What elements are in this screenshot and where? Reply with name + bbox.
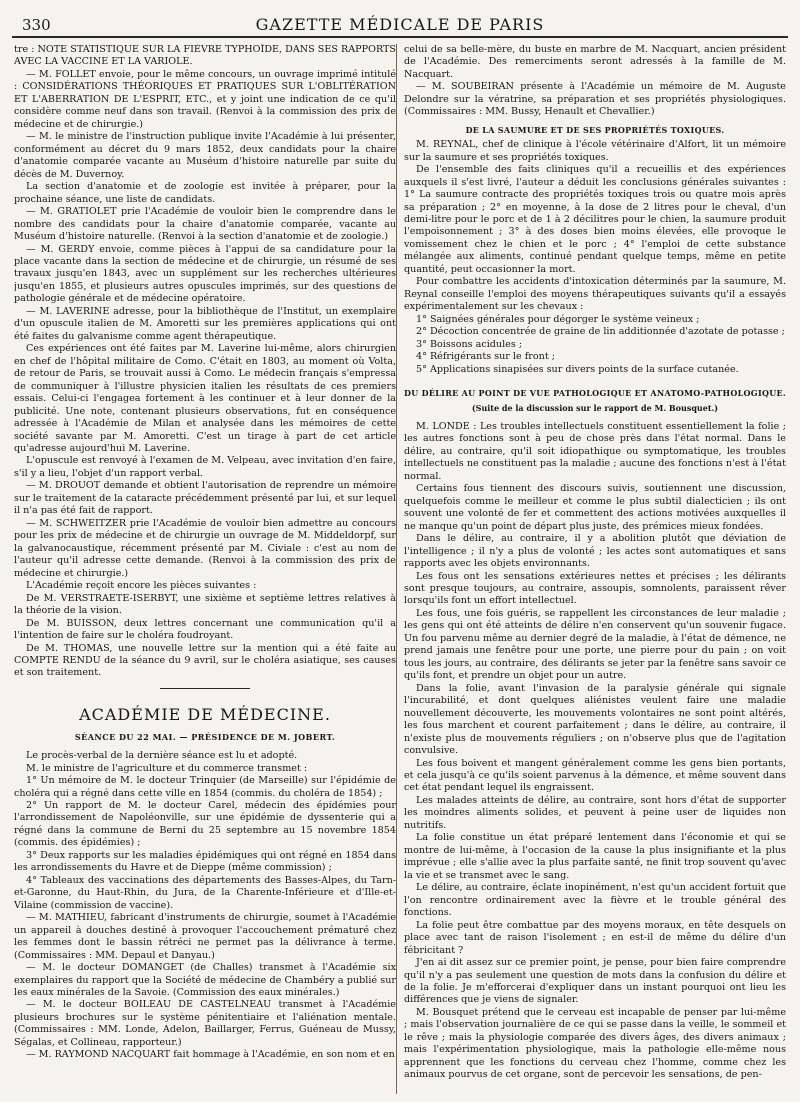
subsection-heading: DU DÉLIRE AU POINT DE VUE PATHOLOGIQUE ET ANATOMO-PATHOLOGIQUE. bbox=[404, 388, 786, 399]
paragraph: J'en ai dit assez sur ce premier point, je pense, pour bien faire comprendre qu'il n'y a pas seulement une question de mots dans la confusion du délire et de la folie. Je m'efforcerai d'expliquer dans un instant pourquoi ont lieu les différences que je viens de signaler. bbox=[404, 957, 786, 1006]
seance-line: SÉANCE DU 22 MAI. — PRÉSIDENCE DE M. JOBERT. bbox=[74, 731, 336, 742]
paragraph: M. le ministre de l'agriculture et du commerce transmet : bbox=[26, 762, 308, 774]
paragraph: L'Académie reçoit encore les pièces suivantes : bbox=[26, 580, 257, 592]
paragraph: La folie constitue un état préparé lentement dans l'économie et qui se montre de lui-même, à l'occasion de la cause la plus insignifiante et la plus imprévue ; elle s'allie avec la plus parfaite santé, ne finit trop souvent qu'avec la vie et se transmet avec le sang. bbox=[404, 832, 786, 881]
paragraph: 1° Un mémoire de M. le docteur Trinquier (de Marseille) sur l'épidémie de choléra qui a régné dans cette ville en 1854 (commis. du choléra de 1854) ; bbox=[14, 775, 396, 799]
paragraph: De l'ensemble des faits cliniques qu'il a recueillis et des expériences auxquels il s'est livré, l'auteur a déduit les conclusions générales suivantes : 1° La saumure contracte des propriétés toxiques trois ou quatre mois après sa préparation ; 2° en moyenne, à la dose de 2 litres pour le cheval, d'un demi-litre pour le porc et de 1 à 2 décilitres pour le chien, la saumure produit l'empoisonnement ; 3° à des doses bien moins élevées, elle provoque le vomissement chez le chien et le porc ; 4° l'emploi de cette substance mélangée aux aliments, continué pendant quelque temps, même en petite quantité, peut occasionner la mort. bbox=[404, 164, 786, 275]
list-item: 5° Applications sinapisées sur divers points de la surface cutanée. bbox=[416, 363, 739, 375]
paragraph: — M. SOUBEIRAN présente à l'Académie un mémoire de M. Auguste Delondre sur la vératrine, sa préparation et ses propriétés physiologiques. (Commissaires : MM. Bussy, Henault et Chevallier.) bbox=[404, 81, 786, 118]
paragraph: — M. le docteur BOILEAU DE CASTELNEAU transmet à l'Académie plusieurs brochures sur le système pénitentiaire et l'aliénation mentale. (Commissaires : MM. Londe, Adelon, Baillarger, Ferrus, Guéneau de Mussy, Ségalas, et Collineau, rapporteur.) bbox=[14, 999, 396, 1048]
paragraph: — M. MATHIEU, fabricant d'instruments de chirurgie, soumet à l'Académie un appareil à douches destiné à provoquer l'accouchement prématuré chez les femmes dont le bassin rétréci ne permet pas la délivrance à terme. (Commissaires : MM. Depaul et Danyau.) bbox=[14, 912, 396, 961]
paragraph: L'opuscule est renvoyé à l'examen de M. Velpeau, avec invitation d'en faire, s'il y a lieu, l'objet d'un rapport verbal. bbox=[14, 455, 396, 479]
paragraph: Le procès-verbal de la dernière séance est lu et adopté. bbox=[26, 750, 298, 762]
paragraph: Le délire, au contraire, éclate inopinément, n'est qu'un accident fortuit que l'on rencontre ordinairement avec la fièvre et le trouble général des fonctions. bbox=[404, 882, 786, 919]
page-number: 330 bbox=[22, 16, 51, 34]
paragraph: M. Bousquet prétend que le cerveau est incapable de penser par lui-même ; mais l'observation journalière de ce qui se passe dans la veille, le sommeil et le rêve ; mais la physiologie comparée des divers âges, des divers animaux ; mais l'expérimentation physiologique, mais la pathologie elle-même nous apprennent que les fonctions du cerveau chez l'homme, comme chez les animaux pourvus de cet organe, sont de percevoir les sensations, de pen- bbox=[404, 1006, 786, 1081]
section-title: ACADÉMIE DE MÉDECINE. bbox=[79, 704, 331, 724]
list-item: 3° Boissons acidules ; bbox=[416, 338, 523, 350]
paragraph: M. LONDE : Les troubles intellectuels constituent essentiellement la folie ; les autres fonctions sont à peu de chose près dans l'état normal. Dans le délire, au contraire, qu'il soit idiopathique ou symptomatique, les troubles intellectuels ne constituent pas la maladie ; aucune des fonctions n'est à l'état normal. bbox=[404, 420, 786, 482]
paragraph: La section d'anatomie et de zoologie est invitée à préparer, pour la prochaine séance, une liste de candidats. bbox=[14, 181, 396, 205]
paragraph: Pour combattre les accidents d'intoxication déterminés par la saumure, M. Reynal conseille l'emploi des moyens thérapeutiques suivants qu'il a essayés expérimentalement sur les chevaux : bbox=[404, 276, 786, 313]
paragraph: — M. DROUOT demande et obtient l'autorisation de reprendre un mémoire sur le traitement de la cataracte précédemment présenté par lui, et sur lequel il n'a pas été fait de rapport. bbox=[14, 480, 396, 517]
paragraph: 4° Tableaux des vaccinations des départements des Basses-Alpes, du Tarn-et-Garonne, du Haut-Rhin, du Jura, de la Charente-Inférieure et d'Ille-et-Vilaine (commission de vaccine). bbox=[14, 874, 396, 911]
list-item: 1° Saignées générales pour dégorger le système veineux ; bbox=[416, 313, 700, 325]
paragraph: De M. THOMAS, une nouvelle lettre sur la mention qui a été faite au COMPTE RENDU de la séance du 9 avril, sur le choléra asiatique, ses causes et son traitement. bbox=[14, 642, 396, 679]
column-divider bbox=[396, 44, 397, 1094]
paragraph: Dans le délire, au contraire, il y a abolition plutôt que déviation de l'intelligence ; il n'y a plus de volonté ; les actes sont automatiques et sans rapports avec les objets environnants. bbox=[404, 533, 786, 570]
paragraph: — M. SCHWEITZER prie l'Académie de vouloir bien admettre au concours pour les prix de médecine et de chirurgie un ouvrage de M. Middeldorpf, sur la galvanocaustique, récemment présenté par M. Civiale : c'est au nom de l'auteur qu'il adresse cette demande. (Renvoi à la commission des prix de médecine et chirurgie.) bbox=[14, 517, 396, 579]
subsection-note: (Suite de la discussion sur le rapport de M. Bousquet.) bbox=[471, 402, 719, 413]
list-item: 2° Décoction concentrée de graine de lin additionnée d'azotate de potasse ; bbox=[416, 326, 785, 338]
paragraph: Dans la folie, avant l'invasion de la paralysie générale qui signale l'incurabilité, et dont quelques aliénistes veulent faire une maladie nouvellement découverte, les mouvements volontaires ne sont point altérés, les fous marchent et courent parfaitement ; dans le délire, au contraire, il n'existe plus de mouvements réguliers ; on n'observe plus que de l'agitation convulsive. bbox=[404, 682, 786, 757]
paragraph: Les malades atteints de délire, au contraire, sont hors d'état de supporter les moindres aliments solides, et peuvent à peine user de liquides non nutritifs. bbox=[404, 794, 786, 831]
paragraph: Les fous ont les sensations extérieures nettes et précises ; les délirants sont presque toujours, au contraire, assoupis, somnolents, paraissent rêver lorsqu'ils font un effort intellectuel. bbox=[404, 570, 786, 607]
paragraph: — M. FOLLET envoie, pour le même concours, un ouvrage imprimé intitulé : CONSIDÉRATIONS THÉORIQUES ET PRATIQUES SUR L'OBLITÉRATION ET L'ABERRATION DE L'ESPRIT, ETC., et y joint une indication de ce qu'il considère comme neuf dans son travail. (Renvoi à la commission des prix de médecine et de chirurgie.) bbox=[14, 68, 396, 130]
right-column bbox=[404, 44, 786, 1096]
list-item: 4° Réfrigérants sur le front ; bbox=[416, 351, 555, 363]
paragraph: La folie peut être combattue par des moyens moraux, en tête desquels on place avec tant de raison l'isolement ; en est-il de même du délire d'un fébricitant ? bbox=[404, 919, 786, 956]
journal-title: GAZETTE MÉDICALE DE PARIS bbox=[255, 15, 545, 34]
paragraph: Ces expériences ont été faites par M. Laverine lui-même, alors chirurgien en chef de l'hôpital militaire de Como. C'était en 1803, au moment où Volta, de retour de Paris, se trouvait aussi à Como. Le médecin français s'empressa de communiquer à l'illustre physicien italien les résultats de ces premiers essais. Celui-ci l'engagea fortement à les continuer et à leur donner de la publicité. Une note, contenant plusieurs observations, fut en conséquence adressée à l'Académie de Milan et analysée dans les mémoires de cette société savante par M. Amoretti. C'est un tirage à part de cet article qu'adresse aujourd'hui M. Laverine. bbox=[14, 343, 396, 454]
paragraph: — M. le ministre de l'instruction publique invite l'Académie à lui présenter, conformément au décret du 9 mars 1852, deux candidats pour la chaire d'anatomie comparée vacante au Muséum d'histoire naturelle par suite du décès de M. Duvernoy. bbox=[14, 131, 396, 180]
subsection-heading: DE LA SAUMURE ET DE SES PROPRIÉTÉS TOXIQUES. bbox=[465, 124, 725, 135]
paragraph: M. REYNAL, chef de clinique à l'école vétérinaire d'Alfort, lit un mémoire sur la saumure et ses propriétés toxiques. bbox=[404, 139, 786, 163]
paragraph: tre : NOTE STATISTIQUE SUR LA FIÈVRE TYPHOÏDE, DANS SES RAPPORTS AVEC LA VACCINE ET LA VARIOLE. bbox=[14, 44, 396, 68]
paragraph: — M. le docteur DOMANGET (de Challes) transmet à l'Académie six exemplaires du rapport que la Société de médecine de Chambéry a publié sur les eaux minérales de la Savoie. (Commission des eaux minérales.) bbox=[14, 962, 396, 998]
paragraph: — M. GRATIOLET prie l'Académie de vouloir bien le comprendre dans le nombre des candidats pour la chaire d'anatomie comparée, vacante au Muséum d'histoire naturelle. (Renvoi à la section d'anatomie et de zoologie.) bbox=[14, 206, 396, 243]
paragraph: celui de sa belle-mère, du buste en marbre de M. Nacquart, ancien président de l'Académie. Des remerciments seront adressés à la famille de M. Nacquart. bbox=[404, 44, 786, 80]
paragraph: Certains fous tiennent des discours suivis, soutiennent une discussion, quelquefois comme le meilleur et comme le plus subtil dialecticien ; ils ont souvent une volonté de fer et commettent des actions motivées auxquelles il ne manque qu'un point de départ plus juste, des prémices mieux fondées. bbox=[404, 483, 786, 532]
paragraph: — M. LAVERINE adresse, pour la bibliothèque de l'Institut, un exemplaire d'un opuscule italien de M. Amoretti sur les premières applications qui ont été faites du galvanisme comme agent thérapeutique. bbox=[14, 305, 396, 342]
page-header bbox=[12, 10, 788, 38]
paragraph: De M. BUISSON, deux lettres concernant une communication qu'il a l'intention de faire sur le choléra foudroyant. bbox=[14, 617, 396, 642]
paragraph: — M. RAYMOND NACQUART fait hommage à l'Académie, en son nom et en bbox=[26, 1049, 395, 1061]
left-column bbox=[14, 44, 396, 1096]
paragraph: Les fous, une fois guéris, se rappellent les circonstances de leur maladie ; les gens qui ont été atteints de délire n'en conservent qu'un souvenir fugace. Un fou parvenu même au dernier degré de la maladie, à l'état de démence, ne prend jamais une fenêtre pour une porte, une pierre pour du pain ; on voit tous les jours, au contraire, des délirants se jeter par la fenêtre sans savoir ce qu'ils font, et prendre un objet pour un autre. bbox=[404, 607, 786, 682]
paragraph: 3° Deux rapports sur les maladies épidémiques qui ont régné en 1854 dans les arrondissements du Havre et de Dieppe (même commission) ; bbox=[14, 849, 396, 874]
paragraph: Les fous boivent et mangent généralement comme les gens bien portants, et cela jusqu'à ce qu'ils soient parvenus à la démence, et même souvent dans cet état pendant lequel ils engraissent. bbox=[404, 757, 786, 794]
paragraph: — M. GERDY envoie, comme pièces à l'appui de sa candidature pour la place vacante dans la section de médecine et de chirurgie, un résumé de ses travaux jusqu'en 1843, avec un supplément sur les recherches ultérieures jusqu'en 1855, et plusieurs autres opuscules imprimés, sur des questions de pathologie générale et de médecine opératoire. bbox=[14, 243, 396, 305]
section-rule bbox=[160, 688, 250, 689]
paragraph: De M. VERSTRAETE-ISERBYT, une sixième et septième lettres relatives à la théorie de la vision. bbox=[14, 592, 396, 617]
paragraph: 2° Un rapport de M. le docteur Carel, médecin des épidémies pour l'arrondissement de Napoléonville, sur une épidémie de dyssenterie qui a régné dans la commune de Berni du 25 septembre au 15 novembre 1854 (commis. des épidémies) ; bbox=[14, 799, 396, 849]
